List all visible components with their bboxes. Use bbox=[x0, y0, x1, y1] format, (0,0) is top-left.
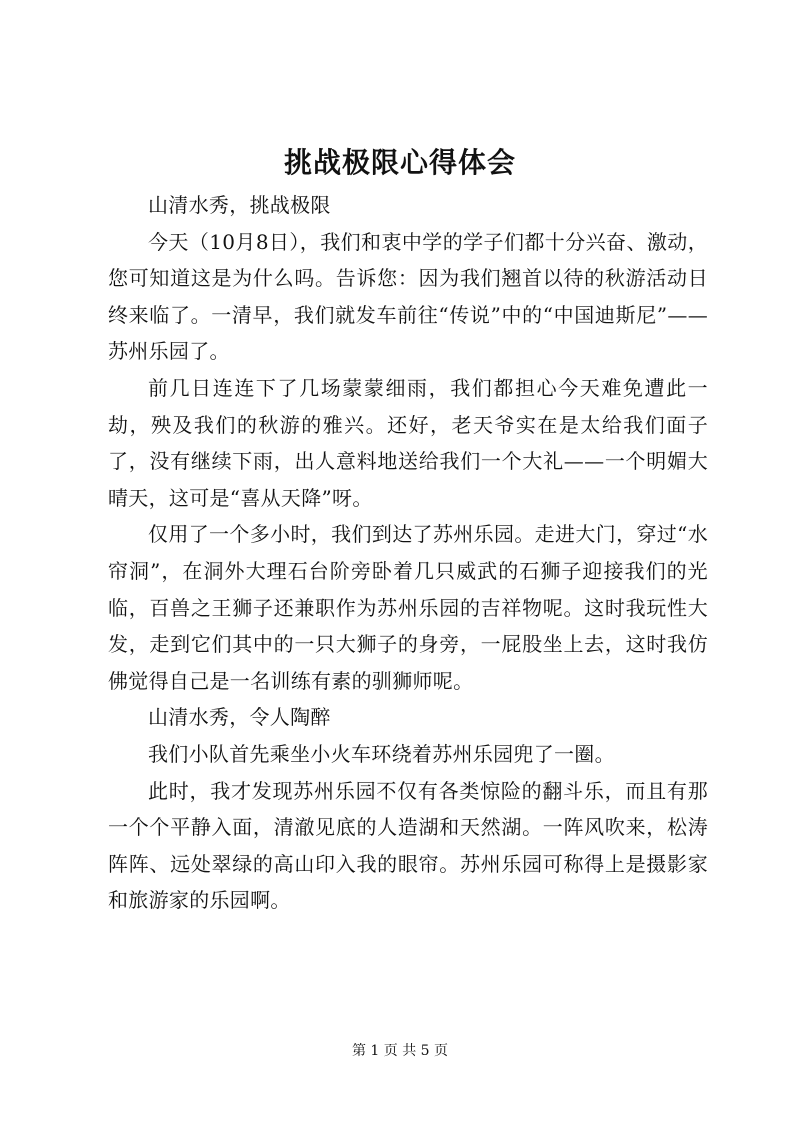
section-heading: 山清水秀，令人陶醉 bbox=[148, 705, 331, 730]
paragraph: 今天（10月8日），我们和衷中学的学子们都十分兴奋、激动，您可知道这是为什么吗。告诉您：因为我们翘首以待的秋游活动日终来临了。一清早，我们就发车前往“传说”中的“中国迪斯尼”——苏州乐园了。 bbox=[108, 229, 708, 364]
paragraph: 我们小队首先乘坐小火车环绕着苏州乐园兜了一圈。 bbox=[148, 741, 615, 766]
paragraph: 前几日连连下了几场蒙蒙细雨，我们都担心今天难免遭此一劫，殃及我们的秋游的雅兴。还好，老天爷实在是太给我们面子了，没有继续下雨，出人意料地送给我们一个大礼——一个明媚大晴天，这可是“喜从天降”呀。 bbox=[108, 375, 708, 510]
document-body bbox=[108, 187, 708, 919]
page-number-footer: 第 1 页 共 5 页 bbox=[351, 1043, 449, 1059]
section-heading: 山清水秀，挑战极限 bbox=[148, 193, 331, 217]
paragraph: 仅用了一个多小时，我们到达了苏州乐园。走进大门，穿过“水帘洞”，在洞外大理石台阶旁卧着几只威武的石狮子迎接我们的光临，百兽之王狮子还兼职作为苏州乐园的吉祥物呢。这时我玩性大发，走到它们其中的一只大狮子的身旁，一屁股坐上去，这时我仿佛觉得自己是一名训练有素的驯狮师呢。 bbox=[108, 522, 708, 693]
document-title: 挑战极限心得体会 bbox=[283, 146, 516, 179]
paragraph: 此时，我才发现苏州乐园不仅有各类惊险的翻斗乐，而且有那一个个平静入面，清澈见底的人造湖和天然湖。一阵风吹来，松涛阵阵、远处翠绿的高山印入我的眼帘。苏州乐园可称得上是摄影家和旅游家的乐园啊。 bbox=[108, 778, 708, 913]
